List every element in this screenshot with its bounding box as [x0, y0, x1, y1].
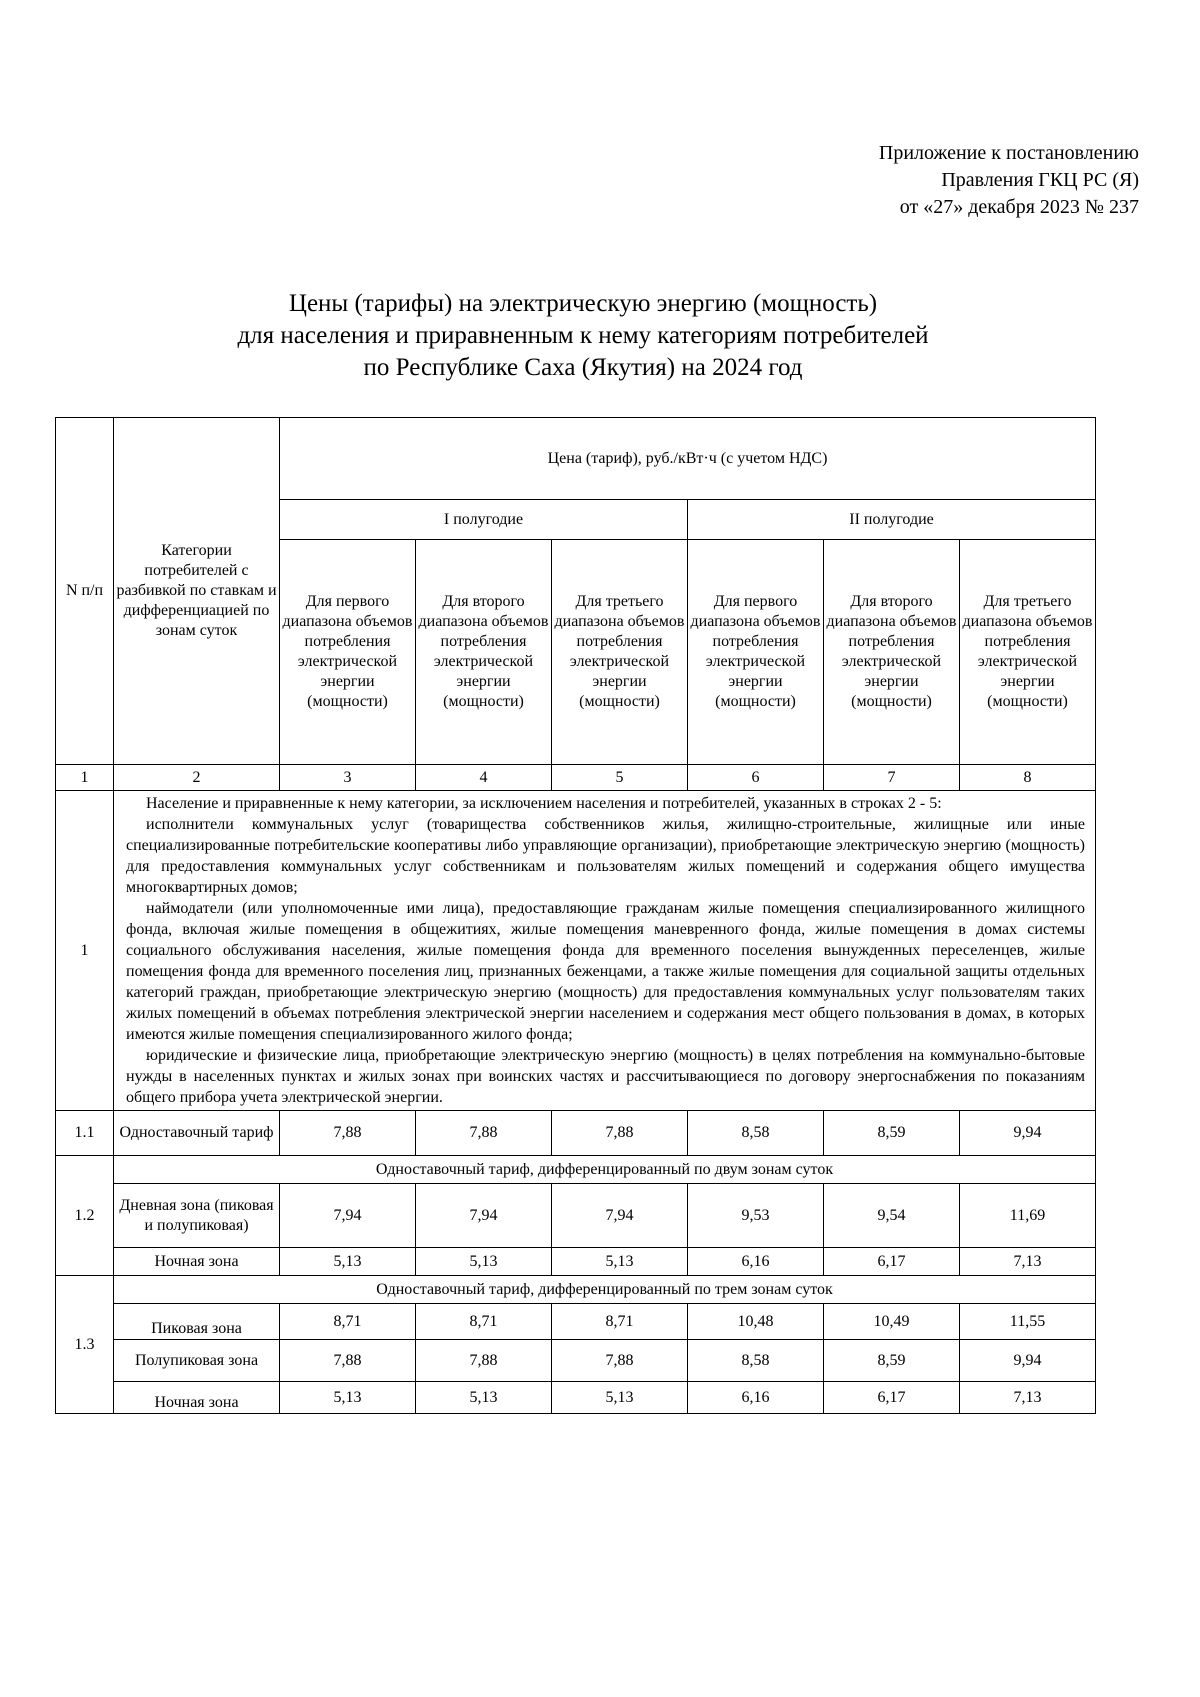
tariff-value: 7,88	[280, 1340, 416, 1382]
tariff-value: 5,13	[416, 1382, 552, 1414]
tariff-value: 7,88	[416, 1111, 552, 1156]
header-range: Для второго диапазона объемов потребления электрической энергии (мощности)	[416, 540, 552, 765]
tariff-value: 8,71	[280, 1304, 416, 1340]
tariff-value: 7,88	[416, 1340, 552, 1382]
tariff-value: 9,94	[960, 1111, 1096, 1156]
table-row	[56, 1276, 1096, 1304]
section-title: Одноставочный тариф, дифференцированный по двум зонам суток	[114, 1156, 1096, 1184]
column-number: 6	[688, 765, 824, 791]
tariff-value: 5,13	[552, 1382, 688, 1414]
table-row	[56, 1156, 1096, 1184]
tariff-value: 11,55	[960, 1304, 1096, 1340]
document-title	[0, 288, 1166, 384]
table-row	[56, 1184, 1096, 1248]
table-row	[56, 1111, 1096, 1156]
column-number: 4	[416, 765, 552, 791]
header-half-2: II полугодие	[688, 500, 1096, 540]
tariff-value: 8,71	[416, 1304, 552, 1340]
tariff-value: 8,71	[552, 1304, 688, 1340]
header-range: Для второго диапазона объемов потребления электрической энергии (мощности)	[824, 540, 960, 765]
tariff-value: 9,94	[960, 1340, 1096, 1382]
attachment-line: Приложение к постановлению	[878, 142, 1139, 164]
tariff-table	[55, 417, 1096, 1414]
tariff-value: 5,13	[416, 1248, 552, 1276]
row-label: Одноставочный тариф	[114, 1111, 280, 1156]
row-label: Пиковая зона	[114, 1304, 280, 1340]
column-number: 3	[280, 765, 416, 791]
column-number: 7	[824, 765, 960, 791]
row-np: 1.1	[56, 1111, 114, 1156]
tariff-value: 8,59	[824, 1340, 960, 1382]
tariff-value: 5,13	[280, 1248, 416, 1276]
attachment-line: от «27» декабря 2023 № 237	[899, 196, 1139, 218]
tariff-value: 7,13	[960, 1382, 1096, 1414]
column-number: 5	[552, 765, 688, 791]
title-line: для населения и приравненным к нему категориям потребителей	[237, 322, 929, 349]
tariff-value: 6,16	[688, 1248, 824, 1276]
header-range: Для третьего диапазона объемов потребления электрической энергии (мощности)	[552, 540, 688, 765]
table-row	[56, 1382, 1096, 1414]
tariff-value: 9,53	[688, 1184, 824, 1248]
row-np: 1.2	[56, 1156, 114, 1276]
header-category: Категории потребителей с разбивкой по ставкам и дифференциацией по зонам суток	[114, 418, 280, 765]
tariff-value: 7,88	[280, 1111, 416, 1156]
column-number: 2	[114, 765, 280, 791]
column-number: 8	[960, 765, 1096, 791]
description-paragraph: исполнители коммунальных услуг (товарищества собственников жилья, жилищно-строительные, жилищные или иные специализированные потребительские кооперативы либо управляющие организации), приобретающие электрическую энергию (мощность) для предоставления коммунальных услуг собственникам и пользователям жилых помещений и содержания общего имущества многоквартирных домов;	[126, 816, 1086, 896]
row-label: Ночная зона	[114, 1382, 280, 1414]
title-line: Цены (тарифы) на электрическую энергию (мощность)	[288, 290, 878, 317]
tariff-value: 9,54	[824, 1184, 960, 1248]
tariff-value: 7,94	[280, 1184, 416, 1248]
tariff-value: 8,59	[824, 1111, 960, 1156]
attachment-line: Правления ГКЦ РС (Я)	[941, 169, 1139, 191]
header-range: Для первого диапазона объемов потребления электрической энергии (мощности)	[688, 540, 824, 765]
tariff-value: 8,58	[688, 1340, 824, 1382]
row-np: 1.3	[56, 1276, 114, 1414]
header-range: Для третьего диапазона объемов потребления электрической энергии (мощности)	[960, 540, 1096, 765]
tariff-value: 7,94	[416, 1184, 552, 1248]
description-paragraph: юридические и физические лица, приобретающие электрическую энергию (мощность) в целях потребления на коммунально-бытовые нужды в населенных пунктах и жилых зонах при воинских частях и рассчитывающиеся по договору энергоснабжения по показаниям общего прибора учета электрической энергии.	[126, 1047, 1086, 1106]
tariff-value: 10,49	[824, 1304, 960, 1340]
table-row	[56, 1304, 1096, 1340]
row-np: 1	[56, 791, 114, 1111]
tariff-value: 7,88	[552, 1340, 688, 1382]
tariff-value: 6,17	[824, 1382, 960, 1414]
tariff-value: 6,17	[824, 1248, 960, 1276]
row-label: Ночная зона	[114, 1248, 280, 1276]
tariff-value: 7,13	[960, 1248, 1096, 1276]
table-row	[56, 1340, 1096, 1382]
description-paragraph: Население и приравненные к нему категории, за исключением населения и потребителей, указанных в строках 2 - 5:	[146, 795, 942, 812]
tariff-value: 10,48	[688, 1304, 824, 1340]
header-range: Для первого диапазона объемов потребления электрической энергии (мощности)	[280, 540, 416, 765]
column-number: 1	[56, 765, 114, 791]
tariff-value: 5,13	[552, 1248, 688, 1276]
attachment-note	[879, 140, 1139, 221]
consumer-category-description	[114, 791, 1096, 1111]
tariff-value: 8,58	[688, 1111, 824, 1156]
tariff-value: 11,69	[960, 1184, 1096, 1248]
table-row	[56, 1248, 1096, 1276]
tariff-value: 6,16	[688, 1382, 824, 1414]
table-row	[56, 791, 1096, 1111]
tariff-value: 7,94	[552, 1184, 688, 1248]
tariff-value: 7,88	[552, 1111, 688, 1156]
section-title: Одноставочный тариф, дифференцированный по трем зонам суток	[114, 1276, 1096, 1304]
row-label: Полупиковая зона	[114, 1340, 280, 1382]
tariff-value: 5,13	[280, 1382, 416, 1414]
title-line: по Республике Саха (Якутия) на 2024 год	[363, 354, 803, 381]
description-paragraph: наймодатели (или уполномоченные ими лица), предоставляющие гражданам жилые помещения специализированного жилищного фонда, включая жилые помещения в общежитиях, жилые помещения маневренного фонда, жилые помещения в домах системы социального обслуживания населения, жилые помещения фонда для временного поселения вынужденных переселенцев, жилые помещения фонда для временного поселения лиц, признанных беженцами, а также жилые помещения для социальной защиты отдельных категорий граждан, приобретающие электрическую энергию (мощность) для предоставления коммунальных услуг пользователям таких жилых помещений в объемах потребления электрической энергии населением и содержания мест общего пользования в домах, в которых имеются жилые помещения специализированного жилого фонда;	[126, 900, 1086, 1043]
header-half-1: I полугодие	[280, 500, 688, 540]
header-price: Цена (тариф), руб./кВт·ч (с учетом НДС)	[280, 418, 1096, 500]
row-label: Дневная зона (пиковая и полупиковая)	[114, 1184, 280, 1248]
header-np: N п/п	[56, 418, 114, 765]
